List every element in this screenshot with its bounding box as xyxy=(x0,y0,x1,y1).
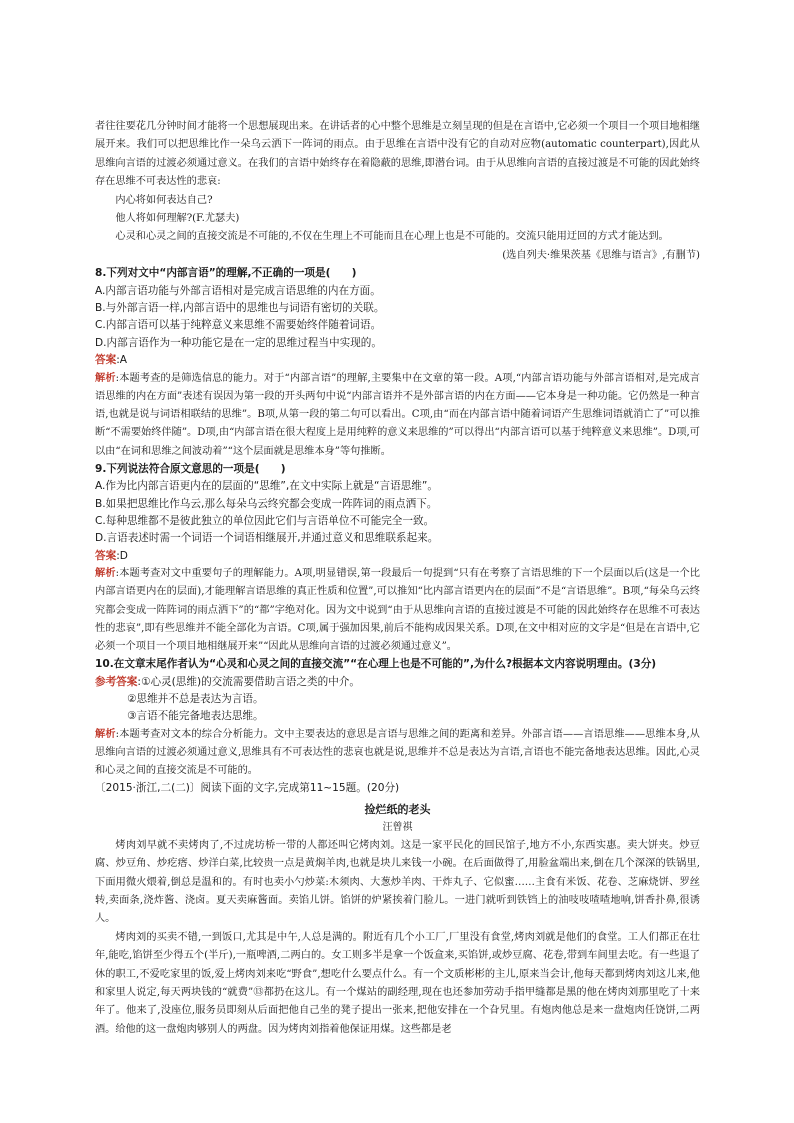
question-10-stem xyxy=(95,656,700,673)
article-paragraph: 烤肉刘早就不卖烤肉了,不过虎坊桥一带的人都还叫它烤肉刘。这是一家平民化的回民馆子,地方不小,东西实惠。卖大饼夹。炒豆腐、炒豆角、炒疙瘩、炒洋白菜,比较贵一点是黄焖羊肉,也就是块儿来钱一小碗。在后面做得了,用脸盆端出来,倒在几个深深的铁锅里,下面用微火煨着,倒总是温和的。有时也卖小勺炒菜:木须肉、大葱炒羊肉、干炸丸子、它似蜜……主食有米饭、花卷、芝麻烧饼、罗丝转,卖面条,浇炸酱、浇卤。夏天卖麻酱面。卖馅儿饼。馅饼的炉紧挨着门脸儿。一进门就听到铁铛上的油吱吱喳喳地响,饼香扑鼻,很诱人。 xyxy=(95,839,700,925)
question-8-option-c: C.内部言语可以基于纯粹意义来思维不需要始终伴随着词语。 xyxy=(95,319,382,332)
article-paragraph: 烤肉刘的买卖不错,一到饭口,尤其是中午,人总是满的。附近有几个小工厂,厂里没有食堂,烤肉刘就是他们的食堂。工人们都正在壮年,能吃,馅饼至少得五个(半斤),一瓶啤酒,二两白的。女工则多半是拿一个饭盒来,买馅饼,或炒豆腐、花卷,带到车间里去吃。有一些退了休的职工,不爱吃家里的饭,爱上烤肉刘来吃“野食”,想吃什么要点什么。有一个文质彬彬的主儿,原来当会计,他每天都到烤肉刘这儿来,他和家里人说定,每天两块钱的“就费”⑬都扔在这儿。有一个煤站的副经理,现在也还参加劳动手指甲缝都是黑的他在烤肉刘那里吃了十来年了。他来了,没座位,服务员即刻从后面把他自己坐的凳子提出一张来,把他安排在一个旮旯里。有炮肉他总是来一盘炮肉任饶饼,二两酒。给他的这一盘炮肉够别人的两盘。因为烤肉刘指着他保证用煤。这些都是老 xyxy=(95,931,700,1035)
question-10-explanation xyxy=(95,726,700,781)
question-10-answer-point-2: ②思维并不总是表达为言语。 xyxy=(127,692,264,705)
question-10-answer-point-3: ③言语不能完备地表达思维。 xyxy=(127,710,264,723)
passage-paragraph: 心灵和心灵之间的直接交流是不可能的,不仅在生理上不可能而且在心理上也是不可能的。交流只能用迂回的方式才能达到。 xyxy=(115,231,669,243)
article-author: 汪曾祺 xyxy=(382,821,413,833)
question-8-text: 8.下列对文中“内部言语”的理解,不正确的一项是( ) xyxy=(95,267,357,280)
question-9-explanation xyxy=(95,565,700,656)
question-8-option-d: D.内部言语作为一种功能它是在一定的思维过程当中实现的。 xyxy=(95,336,382,349)
question-10-answer-point-1 xyxy=(95,674,700,691)
question-8-option-b: B.与外部言语一样,内部言语中的思维也与词语有密切的关联。 xyxy=(95,302,385,315)
question-9-option-c: C.每种思维都不是彼此独立的单位因此它们与言语单位不可能完全一致。 xyxy=(95,514,435,527)
question-8-answer xyxy=(95,352,700,369)
section-intro: 〔2015·浙江,二(二)〕阅读下面的文字,完成第11~15题。(20分) xyxy=(95,782,400,795)
question-9-option-b: B.如果把思维比作乌云,那么每朵乌云终究都会变成一阵阵词的雨点洒下。 xyxy=(95,497,438,510)
question-8-stem xyxy=(95,265,700,282)
answer-value: :D xyxy=(116,549,128,562)
passage-source: (选自列夫·维果茨基《思维与语言》,有删节) xyxy=(502,249,700,261)
document-page xyxy=(95,118,700,1039)
question-9-stem xyxy=(95,461,700,478)
passage-paragraph: 者往往要花几分钟时间才能将一个思想展现出来。在讲话者的心中整个思维是立刻呈现的但是在言语中,它必须一个项目一个项目地相继展开来。我们可以把思维比作一朵乌云洒下一阵词的雨点。由于思维在言语中没有它的自动对应物(automatic counterpart),因此从思维向言语的过渡必须通过意义。在我们的言语中始终存在着隐蔽的思维,即潜台词。由于从思维向言语的直接过渡是不可能的因此始终存在思维不可表达性的悲哀: xyxy=(95,121,700,188)
answer-label: 答案 xyxy=(95,549,117,562)
question-9-option-d: D.言语表述时需一个词语一个词语相继展开,并通过意义和思维联系起来。 xyxy=(95,532,439,545)
passage-quote-line: 内心将如何表达自己? xyxy=(115,194,213,206)
explanation-label: 解析 xyxy=(95,372,116,384)
explanation-text: :本题考查的是筛选信息的能力。对于“内部言语”的理解,主要集中在文章的第一段。A项,“内部言语功能与外部言语相对,是完成言语思维的内在方面”表述有误因为第一段的开头两句中说“内部言语并不是外部言语的内在方面——它本身是一种功能。它仍然是一种言语,也就是说与词语相联结的思维”。B项,从第一段的第二句可以看出。C项,由“而在内部言语中随着词语产生思维词语就消亡了”可以推断“不需要始终伴随”。D项,由“内部言语在很大程度上是用纯粹的意义来思维的”可以得出“内部言语可以基于纯粹意义来思维”。D项,可以由“在词和思维之间波动着”“这个层面就是思维本身”等句推断。 xyxy=(95,372,700,457)
question-10-text: 10.在文章末尾作者认为“心灵和心灵之间的直接交流”“在心理上也是不可能的”,为什么?根据本文内容说明理由。(3分) xyxy=(95,658,657,671)
explanation-text: :本题考查对文中重要句子的理解能力。A项,明显错误,第一段最后一句提到“只有在考察了言语思维的下一个层面以后(这是一个比内部言语更内在的层面),才能理解言语思维的真正性质和位置”,可以推知“比内部言语更内在的层面”不是“言语思维”。B项,“每朵乌云终究都会变成一阵阵词的雨点洒下”的“都”字绝对化。因为文中说到“由于从思维向言语的直接过渡是不可能的因此始终存在思维不可表达性的悲哀”,即有些思维并不能全部化为言语。C项,属于强加因果,前后不能构成因果关系。D项,在文中相对应的文字是“但是在言语中,它必须一个项目一个项目地相继展开来”“因此从思维向言语的过渡必须通过意义”。 xyxy=(95,568,700,652)
answer-label: 参考答案 xyxy=(95,675,138,688)
question-9-option-a: A.作为比内部言语更内在的层面的“思维”,在文中实际上就是“言语思维”。 xyxy=(95,480,438,493)
answer-value: :①心灵(思维)的交流需要借助言语之类的中介。 xyxy=(137,675,360,688)
explanation-label: 解析 xyxy=(95,728,116,740)
explanation-text: :本题考查对文本的综合分析能力。文中主要表达的意思是言语与思维之间的距离和差异。外部言语——言语思维——思维本身,从思维向言语的过渡必须通过意义,思维具有不可表达性的悲哀也就是说,思维并不总是表达为言语,言语也不能完备地表达思维。因此,心灵和心灵之间的直接交流是不可能的。 xyxy=(95,728,700,777)
passage-quote-line: 他人将如何理解?(F.尤瑟夫) xyxy=(115,213,240,225)
question-9-answer xyxy=(95,548,700,565)
question-8-option-a: A.内部言语功能与外部言语相对是完成言语思维的内在方面。 xyxy=(95,284,381,297)
answer-value: :A xyxy=(116,354,128,367)
explanation-label: 解析 xyxy=(95,568,116,580)
question-8-explanation xyxy=(95,370,700,461)
question-9-text: 9.下列说法符合原文意思的一项是( ) xyxy=(95,462,286,475)
answer-label: 答案 xyxy=(95,354,117,367)
article-title: 捡烂纸的老头 xyxy=(364,802,431,816)
